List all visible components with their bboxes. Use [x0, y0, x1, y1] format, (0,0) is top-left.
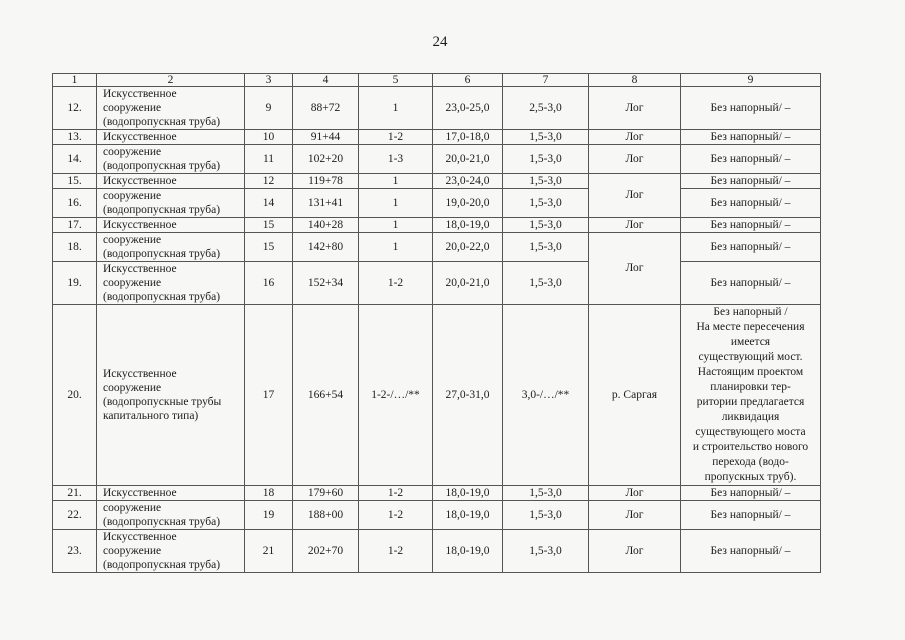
- table-row: [53, 130, 821, 145]
- cell-picket: 142+80: [293, 233, 359, 262]
- cell-col5: 1-2: [359, 501, 433, 530]
- column-header: 2: [97, 74, 245, 87]
- cell-watercourse: Лог: [589, 530, 681, 573]
- cell-picket: 140+28: [293, 218, 359, 233]
- cell-col6: 20,0-22,0: [433, 233, 503, 262]
- row-number: 12.: [53, 87, 97, 130]
- structure-name: Искусственное: [97, 218, 245, 233]
- page-number: 24: [432, 34, 448, 50]
- cell-col5: 1: [359, 174, 433, 189]
- cell-watercourse: Лог: [589, 174, 681, 218]
- cell-col7: 1,5-3,0: [503, 486, 589, 501]
- column-header: 3: [245, 74, 293, 87]
- cell-col6: 18,0-19,0: [433, 486, 503, 501]
- cell-col3: 16: [245, 262, 293, 305]
- cell-col7: 1,5-3,0: [503, 130, 589, 145]
- cell-col3: 9: [245, 87, 293, 130]
- row-number: 13.: [53, 130, 97, 145]
- cell-type: Без напорный/ –: [681, 530, 821, 573]
- row-number: 21.: [53, 486, 97, 501]
- cell-type-note: Без напорный / На месте пересечения имеется существующий мост. Настоящим проектом планировки тер- ритории предлагается ликвидация существующего моста и строительство нового перехода (водо- пропускных труб).: [681, 305, 821, 486]
- cell-col5: 1-2: [359, 530, 433, 573]
- cell-col5: 1: [359, 189, 433, 218]
- structure-name: сооружение (водопропускная труба): [97, 145, 245, 174]
- cell-picket: 188+00: [293, 501, 359, 530]
- cell-picket: 102+20: [293, 145, 359, 174]
- cell-col6: 20,0-21,0: [433, 262, 503, 305]
- row-number: 19.: [53, 262, 97, 305]
- cell-col3: 15: [245, 233, 293, 262]
- structure-name: Искусственное: [97, 486, 245, 501]
- structure-name: сооружение (водопропускная труба): [97, 233, 245, 262]
- cell-type: Без напорный/ –: [681, 218, 821, 233]
- cell-col6: 20,0-21,0: [433, 145, 503, 174]
- cell-watercourse: Лог: [589, 486, 681, 501]
- cell-picket: 119+78: [293, 174, 359, 189]
- cell-col7: 1,5-3,0: [503, 262, 589, 305]
- cell-col5: 1-2: [359, 130, 433, 145]
- column-header: 8: [589, 74, 681, 87]
- cell-picket: 202+70: [293, 530, 359, 573]
- cell-col7: 1,5-3,0: [503, 501, 589, 530]
- row-number: 15.: [53, 174, 97, 189]
- cell-col3: 11: [245, 145, 293, 174]
- table-row: [53, 218, 821, 233]
- structures-table: [52, 73, 821, 573]
- table-row: [53, 486, 821, 501]
- cell-picket: 166+54: [293, 305, 359, 486]
- cell-col7: 1,5-3,0: [503, 530, 589, 573]
- cell-col6: 23,0-25,0: [433, 87, 503, 130]
- cell-col6: 23,0-24,0: [433, 174, 503, 189]
- cell-col3: 21: [245, 530, 293, 573]
- cell-col7: 1,5-3,0: [503, 189, 589, 218]
- table-row: [53, 530, 821, 573]
- cell-col5: 1-2: [359, 262, 433, 305]
- row-number: 22.: [53, 501, 97, 530]
- cell-watercourse: Лог: [589, 218, 681, 233]
- cell-col3: 10: [245, 130, 293, 145]
- cell-picket: 88+72: [293, 87, 359, 130]
- row-number: 18.: [53, 233, 97, 262]
- cell-watercourse: Лог: [589, 87, 681, 130]
- cell-col5: 1-2-/…/**: [359, 305, 433, 486]
- cell-col5: 1: [359, 218, 433, 233]
- cell-col3: 15: [245, 218, 293, 233]
- cell-picket: 179+60: [293, 486, 359, 501]
- row-number: 20.: [53, 305, 97, 486]
- cell-col5: 1: [359, 233, 433, 262]
- column-header: 5: [359, 74, 433, 87]
- cell-type: Без напорный/ –: [681, 87, 821, 130]
- cell-type: Без напорный/ –: [681, 145, 821, 174]
- table-header-row: [53, 74, 821, 87]
- cell-col3: 17: [245, 305, 293, 486]
- cell-col6: 19,0-20,0: [433, 189, 503, 218]
- column-header: 1: [53, 74, 97, 87]
- column-header: 4: [293, 74, 359, 87]
- cell-watercourse: Лог: [589, 233, 681, 305]
- column-header: 9: [681, 74, 821, 87]
- cell-picket: 91+44: [293, 130, 359, 145]
- structure-name: сооружение (водопропускная труба): [97, 501, 245, 530]
- cell-col7: 1,5-3,0: [503, 233, 589, 262]
- structure-name: Искусственное сооружение (водопропускные трубы капитального типа): [97, 305, 245, 486]
- table-row: [53, 305, 821, 486]
- cell-col7: 1,5-3,0: [503, 174, 589, 189]
- cell-col6: 18,0-19,0: [433, 501, 503, 530]
- column-header: 6: [433, 74, 503, 87]
- cell-col3: 12: [245, 174, 293, 189]
- cell-type: Без напорный/ –: [681, 233, 821, 262]
- cell-watercourse: р. Саргая: [589, 305, 681, 486]
- cell-col7: 1,5-3,0: [503, 218, 589, 233]
- cell-watercourse: Лог: [589, 130, 681, 145]
- table-row: [53, 233, 821, 262]
- table-row: [53, 501, 821, 530]
- table-row: [53, 262, 821, 305]
- column-header: 7: [503, 74, 589, 87]
- row-number: 17.: [53, 218, 97, 233]
- cell-col6: 18,0-19,0: [433, 530, 503, 573]
- cell-type: Без напорный/ –: [681, 189, 821, 218]
- cell-col5: 1: [359, 87, 433, 130]
- cell-type: Без напорный/ –: [681, 174, 821, 189]
- structure-name: Искусственное: [97, 174, 245, 189]
- cell-col3: 19: [245, 501, 293, 530]
- table-row: [53, 174, 821, 189]
- table-row: [53, 189, 821, 218]
- cell-col3: 18: [245, 486, 293, 501]
- structure-name: Искусственное сооружение (водопропускная труба): [97, 262, 245, 305]
- cell-type: Без напорный/ –: [681, 262, 821, 305]
- table-row: [53, 145, 821, 174]
- cell-col3: 14: [245, 189, 293, 218]
- cell-watercourse: Лог: [589, 501, 681, 530]
- table-row: [53, 87, 821, 130]
- structure-name: Искусственное: [97, 130, 245, 145]
- structure-name: сооружение (водопропускная труба): [97, 189, 245, 218]
- cell-type: Без напорный/ –: [681, 130, 821, 145]
- cell-col6: 18,0-19,0: [433, 218, 503, 233]
- structure-name: Искусственное сооружение (водопропускная труба): [97, 530, 245, 573]
- row-number: 16.: [53, 189, 97, 218]
- cell-picket: 131+41: [293, 189, 359, 218]
- cell-type: Без напорный/ –: [681, 486, 821, 501]
- cell-col5: 1-3: [359, 145, 433, 174]
- cell-col6: 17,0-18,0: [433, 130, 503, 145]
- cell-col7: 2,5-3,0: [503, 87, 589, 130]
- cell-type: Без напорный/ –: [681, 501, 821, 530]
- structure-name: Искусственное сооружение (водопропускная труба): [97, 87, 245, 130]
- cell-col7: 3,0-/…/**: [503, 305, 589, 486]
- row-number: 23.: [53, 530, 97, 573]
- cell-picket: 152+34: [293, 262, 359, 305]
- cell-col7: 1,5-3,0: [503, 145, 589, 174]
- cell-col6: 27,0-31,0: [433, 305, 503, 486]
- cell-col5: 1-2: [359, 486, 433, 501]
- row-number: 14.: [53, 145, 97, 174]
- cell-watercourse: Лог: [589, 145, 681, 174]
